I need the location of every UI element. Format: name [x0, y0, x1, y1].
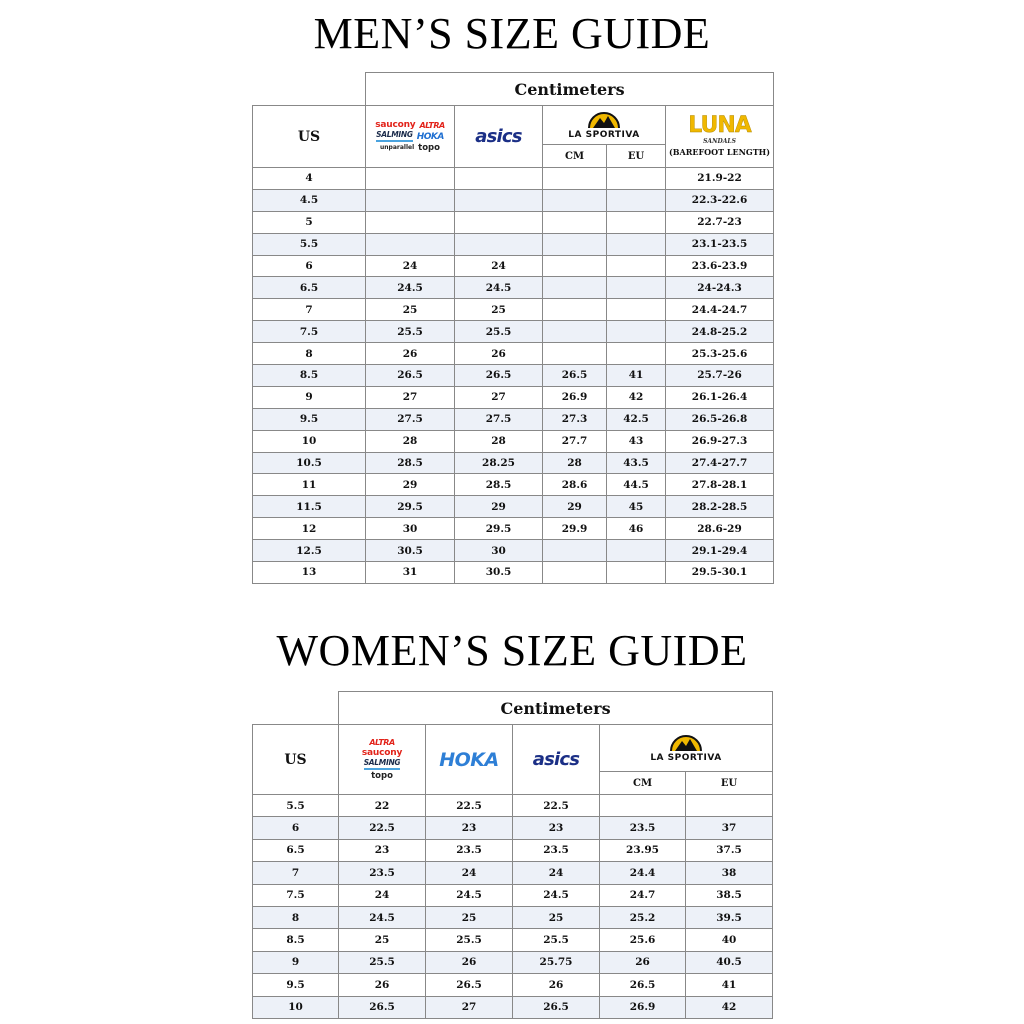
size-cell: 45 — [607, 496, 666, 518]
table-row — [253, 452, 774, 474]
size-cell: 23 — [513, 817, 600, 839]
us-size-cell: 11.5 — [253, 496, 366, 518]
size-cell: 25 — [339, 929, 426, 951]
size-cell: 23 — [426, 817, 513, 839]
us-size-cell: 8 — [253, 343, 366, 365]
size-cell: 28.25 — [455, 452, 543, 474]
us-size-cell: 10 — [253, 996, 339, 1018]
us-size-cell: 9 — [253, 386, 366, 408]
table-row — [253, 408, 774, 430]
size-cell: 39.5 — [686, 906, 773, 928]
size-cell: 26.5-26.8 — [666, 408, 774, 430]
table-row — [253, 233, 774, 255]
size-cell: 24.7 — [600, 884, 686, 906]
luna-sandals-text: SANDALS — [703, 137, 736, 145]
size-cell — [455, 189, 543, 211]
size-cell: 26.9 — [543, 386, 607, 408]
us-size-cell: 12.5 — [253, 540, 366, 562]
la-sportiva-mountain-icon — [587, 111, 621, 129]
size-cell — [455, 233, 543, 255]
size-cell: 25 — [455, 299, 543, 321]
size-cell — [455, 211, 543, 233]
size-cell: 27.8-28.1 — [666, 474, 774, 496]
size-cell: 23.5 — [339, 862, 426, 884]
us-size-cell: 5.5 — [253, 795, 339, 817]
size-cell: 24 — [426, 862, 513, 884]
size-cell: 21.9-22 — [666, 168, 774, 190]
size-cell: 30 — [455, 540, 543, 562]
table-row — [253, 255, 774, 277]
size-cell: 25 — [366, 299, 455, 321]
us-size-cell: 5 — [253, 211, 366, 233]
us-size-cell: 5.5 — [253, 233, 366, 255]
brand-la-sportiva — [600, 725, 773, 772]
size-cell — [607, 168, 666, 190]
us-size-cell: 7 — [253, 299, 366, 321]
size-cell — [686, 795, 773, 817]
table-row — [253, 518, 774, 540]
size-cell: 27.5 — [366, 408, 455, 430]
size-cell: 23 — [339, 839, 426, 861]
size-cell — [543, 540, 607, 562]
size-cell — [543, 255, 607, 277]
asics-logo: asics — [532, 749, 580, 770]
mens-size-guide-title: MEN’S SIZE GUIDE — [313, 9, 711, 58]
unparallel-logo: unparallel — [380, 144, 415, 152]
size-cell — [366, 233, 455, 255]
size-cell: 28.6 — [543, 474, 607, 496]
size-cell: 24 — [513, 862, 600, 884]
centimeters-header: Centimeters — [339, 692, 773, 725]
size-cell: 25.5 — [339, 951, 426, 973]
size-cell: 28.5 — [366, 452, 455, 474]
size-cell: 26 — [339, 974, 426, 996]
size-cell: 26.5 — [600, 974, 686, 996]
hoka-logo: HOKA — [439, 748, 499, 771]
size-cell: 23.6-23.9 — [666, 255, 774, 277]
la-sportiva-logo: LA SPORTIVA — [568, 129, 640, 140]
size-cell — [455, 168, 543, 190]
size-cell: 22.7-23 — [666, 211, 774, 233]
size-cell — [543, 168, 607, 190]
size-cell: 24.5 — [366, 277, 455, 299]
size-cell: 40 — [686, 929, 773, 951]
size-cell: 29.1-29.4 — [666, 540, 774, 562]
us-header: US — [253, 725, 339, 795]
size-cell: 29 — [455, 496, 543, 518]
us-size-cell: 13 — [253, 562, 366, 584]
cm-subheader: CM — [543, 145, 607, 168]
size-cell — [543, 233, 607, 255]
size-cell: 25.75 — [513, 951, 600, 973]
size-cell: 23.5 — [426, 839, 513, 861]
size-cell — [607, 321, 666, 343]
size-cell: 22.5 — [513, 795, 600, 817]
us-size-cell: 10.5 — [253, 452, 366, 474]
topo-logo: topo — [418, 142, 440, 153]
size-cell: 28.5 — [455, 474, 543, 496]
salming-logo: SALMING — [364, 759, 401, 770]
size-cell — [366, 211, 455, 233]
size-cell: 23.1-23.5 — [666, 233, 774, 255]
size-cell: 29.5-30.1 — [666, 562, 774, 584]
size-cell — [543, 562, 607, 584]
us-size-cell: 9.5 — [253, 974, 339, 996]
size-cell: 42 — [686, 996, 773, 1018]
altra-logo: ALTRA — [419, 120, 445, 130]
us-size-cell: 8.5 — [253, 929, 339, 951]
size-cell: 27.4-27.7 — [666, 452, 774, 474]
table-row — [253, 386, 774, 408]
mens-size-table — [252, 72, 774, 584]
us-size-cell: 12 — [253, 518, 366, 540]
table-row — [253, 496, 774, 518]
size-cell: 24-24.3 — [666, 277, 774, 299]
size-cell: 30.5 — [455, 562, 543, 584]
table-row — [253, 974, 773, 996]
us-size-cell: 6 — [253, 817, 339, 839]
size-cell: 26.5 — [455, 365, 543, 387]
size-cell: 38.5 — [686, 884, 773, 906]
table-row — [253, 189, 774, 211]
us-size-cell: 11 — [253, 474, 366, 496]
table-row — [253, 929, 773, 951]
size-cell: 27.7 — [543, 430, 607, 452]
size-cell: 43 — [607, 430, 666, 452]
size-cell — [607, 343, 666, 365]
size-cell: 25.6 — [600, 929, 686, 951]
brand-hoka — [426, 725, 513, 795]
size-cell: 28 — [455, 430, 543, 452]
size-cell: 26.5 — [543, 365, 607, 387]
saucony-logo: saucony — [375, 120, 416, 131]
size-cell: 41 — [607, 365, 666, 387]
table-row — [253, 562, 774, 584]
size-cell — [543, 299, 607, 321]
size-cell: 29.5 — [455, 518, 543, 540]
centimeters-header: Centimeters — [366, 73, 774, 106]
size-cell: 28.2-28.5 — [666, 496, 774, 518]
size-cell: 22.5 — [339, 817, 426, 839]
size-cell: 24.4-24.7 — [666, 299, 774, 321]
size-cell: 26.9 — [600, 996, 686, 1018]
table-row — [253, 540, 774, 562]
size-cell: 25.3-25.6 — [666, 343, 774, 365]
size-cell: 26 — [426, 951, 513, 973]
size-cell: 31 — [366, 562, 455, 584]
size-cell: 24.5 — [455, 277, 543, 299]
size-cell — [607, 299, 666, 321]
table-row — [253, 168, 774, 190]
eu-subheader: EU — [607, 145, 666, 168]
size-cell: 26.5 — [513, 996, 600, 1018]
size-cell: 23.95 — [600, 839, 686, 861]
size-cell: 28 — [366, 430, 455, 452]
size-cell — [607, 562, 666, 584]
size-cell: 24.8-25.2 — [666, 321, 774, 343]
size-cell: 27.5 — [455, 408, 543, 430]
size-cell: 25.5 — [513, 929, 600, 951]
size-cell — [543, 277, 607, 299]
size-cell — [607, 233, 666, 255]
luna-logo: LUNA — [688, 113, 751, 139]
table-row — [253, 996, 773, 1018]
size-cell — [607, 211, 666, 233]
size-cell: 26.5 — [366, 365, 455, 387]
size-cell: 26 — [513, 974, 600, 996]
table-row — [253, 474, 774, 496]
size-cell: 24.5 — [513, 884, 600, 906]
size-cell: 26.9-27.3 — [666, 430, 774, 452]
salming-logo: SALMING — [376, 131, 413, 142]
us-size-cell: 7.5 — [253, 884, 339, 906]
size-cell — [543, 189, 607, 211]
size-cell: 46 — [607, 518, 666, 540]
size-cell: 26 — [455, 343, 543, 365]
size-cell: 27 — [455, 386, 543, 408]
size-cell: 24.5 — [426, 884, 513, 906]
table-row — [253, 862, 773, 884]
table-row — [253, 906, 773, 928]
us-size-cell: 9.5 — [253, 408, 366, 430]
size-cell: 38 — [686, 862, 773, 884]
size-cell: 26.5 — [339, 996, 426, 1018]
size-cell: 23.5 — [600, 817, 686, 839]
us-size-cell: 7.5 — [253, 321, 366, 343]
size-cell: 25 — [513, 906, 600, 928]
us-size-cell: 7 — [253, 862, 339, 884]
size-cell: 25 — [426, 906, 513, 928]
table-row — [253, 321, 774, 343]
womens-table-body — [253, 795, 773, 1019]
size-cell: 25.2 — [600, 906, 686, 928]
size-cell — [543, 343, 607, 365]
size-cell: 37 — [686, 817, 773, 839]
brand-group-saucony-altra-salming-hoka-topo — [366, 106, 455, 168]
saucony-logo: saucony — [361, 748, 403, 759]
size-cell — [366, 168, 455, 190]
table-row — [253, 343, 774, 365]
size-cell: 26 — [366, 343, 455, 365]
asics-logo: asics — [475, 126, 522, 147]
topo-logo: topo — [371, 770, 393, 781]
size-cell: 29.5 — [366, 496, 455, 518]
table-row — [253, 365, 774, 387]
size-cell: 30.5 — [366, 540, 455, 562]
us-header: US — [253, 106, 366, 168]
size-cell — [607, 277, 666, 299]
size-cell — [600, 795, 686, 817]
size-cell: 22.3-22.6 — [666, 189, 774, 211]
mens-table-body — [253, 168, 774, 584]
table-row — [253, 817, 773, 839]
brand-group-altra-saucony-salming-topo — [339, 725, 426, 795]
brand-asics — [513, 725, 600, 795]
cm-subheader: CM — [600, 772, 686, 795]
size-cell: 30 — [366, 518, 455, 540]
eu-subheader: EU — [686, 772, 773, 795]
blank-corner — [253, 692, 339, 725]
table-row — [253, 430, 774, 452]
size-cell — [607, 540, 666, 562]
altra-logo: ALTRA — [369, 738, 395, 748]
womens-size-table — [252, 691, 773, 1019]
size-cell — [543, 211, 607, 233]
table-row — [253, 951, 773, 973]
size-cell — [607, 189, 666, 211]
size-cell: 28.6-29 — [666, 518, 774, 540]
brand-luna — [666, 106, 774, 168]
table-row — [253, 211, 774, 233]
size-cell: 25.5 — [426, 929, 513, 951]
size-cell: 42 — [607, 386, 666, 408]
us-size-cell: 8 — [253, 906, 339, 928]
table-row — [253, 795, 773, 817]
us-size-cell: 9 — [253, 951, 339, 973]
us-size-cell: 4.5 — [253, 189, 366, 211]
us-size-cell: 6 — [253, 255, 366, 277]
size-cell: 24 — [455, 255, 543, 277]
size-cell: 22.5 — [426, 795, 513, 817]
size-cell: 41 — [686, 974, 773, 996]
size-cell: 22 — [339, 795, 426, 817]
table-row — [253, 299, 774, 321]
size-cell — [607, 255, 666, 277]
size-cell: 24.5 — [339, 906, 426, 928]
us-size-cell: 8.5 — [253, 365, 366, 387]
size-cell: 26 — [600, 951, 686, 973]
size-cell: 43.5 — [607, 452, 666, 474]
blank-corner — [253, 73, 366, 106]
size-cell: 28 — [543, 452, 607, 474]
la-sportiva-logo: LA SPORTIVA — [650, 752, 722, 763]
size-cell: 44.5 — [607, 474, 666, 496]
us-size-cell: 4 — [253, 168, 366, 190]
table-row — [253, 884, 773, 906]
size-cell: 29 — [366, 474, 455, 496]
size-cell: 27.3 — [543, 408, 607, 430]
brand-asics — [455, 106, 543, 168]
hoka-logo: HOKA — [416, 131, 444, 142]
size-cell — [366, 189, 455, 211]
size-cell: 29 — [543, 496, 607, 518]
la-sportiva-mountain-icon — [669, 734, 703, 752]
size-cell: 26.5 — [426, 974, 513, 996]
size-cell: 24 — [366, 255, 455, 277]
us-size-cell: 6.5 — [253, 277, 366, 299]
table-row — [253, 839, 773, 861]
size-cell — [543, 321, 607, 343]
us-size-cell: 10 — [253, 430, 366, 452]
barefoot-length-label: (BAREFOOT LENGTH) — [669, 146, 771, 157]
size-cell: 29.9 — [543, 518, 607, 540]
size-cell: 24.4 — [600, 862, 686, 884]
size-cell: 26.1-26.4 — [666, 386, 774, 408]
size-cell: 25.7-26 — [666, 365, 774, 387]
size-cell: 40.5 — [686, 951, 773, 973]
brand-la-sportiva — [543, 106, 666, 145]
size-cell: 37.5 — [686, 839, 773, 861]
size-cell: 24 — [339, 884, 426, 906]
table-row — [253, 277, 774, 299]
size-cell: 25.5 — [455, 321, 543, 343]
us-size-cell: 6.5 — [253, 839, 339, 861]
size-cell: 42.5 — [607, 408, 666, 430]
size-cell: 27 — [426, 996, 513, 1018]
size-cell: 27 — [366, 386, 455, 408]
size-cell: 23.5 — [513, 839, 600, 861]
size-cell: 25.5 — [366, 321, 455, 343]
womens-size-guide-title: WOMEN’S SIZE GUIDE — [276, 626, 748, 675]
